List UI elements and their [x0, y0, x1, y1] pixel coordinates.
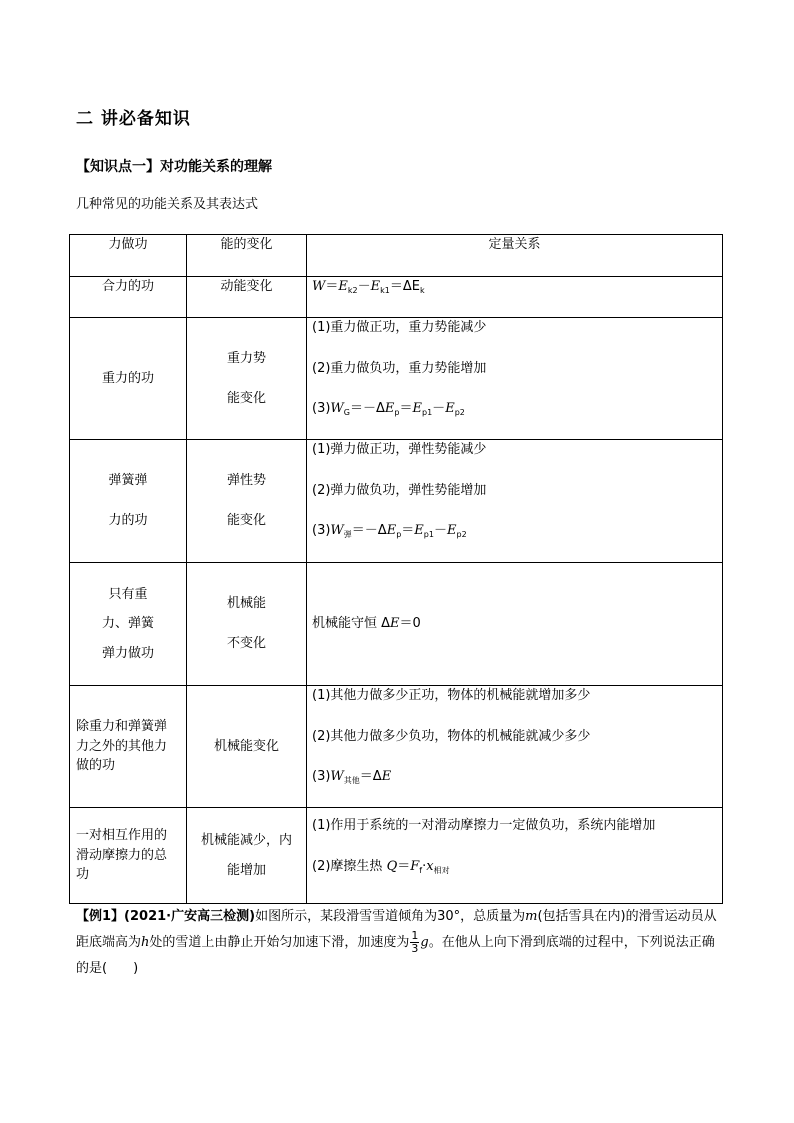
item-number: (3)	[312, 401, 331, 417]
subscript: k	[419, 286, 425, 295]
example-source: (2021·广安高三检测)	[124, 909, 256, 924]
symbol-W: W	[330, 769, 344, 785]
symbol-E: E	[384, 401, 395, 417]
item-number: (3)	[312, 769, 331, 785]
subscript: 其他	[343, 776, 360, 786]
subscript: p1	[423, 530, 434, 540]
row6-energy	[187, 808, 307, 904]
table-row	[70, 440, 723, 563]
row3-line-3	[312, 523, 722, 540]
subscript: p1	[422, 408, 433, 418]
row3-line-1: (1)弹力做正功，弹性势能减少	[312, 442, 487, 457]
knowledge-point-tag: 【知识点一】	[76, 159, 160, 175]
table-intro: 几种常见的功能关系及其表达式	[76, 197, 259, 212]
eq-sign: ＝	[397, 858, 411, 874]
fraction-numerator: 1	[411, 929, 419, 942]
row5-force-line: 力之外的其他力	[76, 738, 168, 754]
eq-minus-delta: ＝－Δ	[351, 523, 387, 539]
eq-sign: ＝	[401, 523, 415, 539]
row5-force-line: 做的功	[76, 758, 116, 774]
symbol-E: E	[370, 279, 381, 294]
knowledge-point-text: 对功能关系的理解	[160, 159, 272, 175]
symbol-W: W	[330, 523, 344, 539]
example-problem	[76, 904, 726, 982]
row3-force-line: 力的功	[108, 513, 148, 528]
eq-sign: ＝	[325, 279, 339, 294]
minus-sign: －	[433, 523, 447, 539]
row2-line-3	[312, 401, 722, 418]
row6-energy-line: 能增加	[226, 862, 266, 878]
row6-relation	[307, 808, 723, 904]
row4-force-line: 力、弹簧	[101, 616, 154, 632]
symbol-F: F	[410, 858, 420, 874]
work-energy-table	[69, 234, 723, 904]
example-text: 。在他从上向下滑到底端的过程中，下列说法正确的是( )	[76, 935, 715, 976]
friction-heat-text: (2)摩擦生热	[312, 858, 387, 874]
subscript: k1	[380, 286, 390, 295]
row2-energy-line: 重力势	[226, 350, 266, 366]
subscript: p2	[456, 530, 467, 540]
row5-energy: 机械能变化	[187, 686, 307, 808]
subscript: 弹	[343, 530, 352, 540]
row2-force: 重力的功	[70, 318, 187, 440]
row4-force-line: 只有重	[108, 586, 148, 602]
row5-relation	[307, 686, 723, 808]
eq-sign: ＝	[399, 401, 413, 417]
symbol-E: E	[414, 523, 424, 539]
eq-delta: ＝Δ	[359, 769, 382, 785]
row5-force	[70, 686, 187, 808]
row6-force-line: 功	[76, 867, 90, 883]
row4-force-line: 弹力做功	[101, 645, 154, 661]
fraction-denominator: 3	[411, 942, 419, 955]
example-text: 如图所示，某段滑雪雪道倾角为30°，总质量为	[255, 909, 526, 924]
symbol-h: h	[141, 935, 150, 950]
symbol-E: E	[412, 401, 422, 417]
header-energy-change: 能的变化	[187, 235, 307, 277]
row6-energy-line: 机械能减少，内	[200, 832, 292, 848]
table-header-row	[70, 235, 723, 277]
row3-line-2: (2)弹力做负功，弹性势能增加	[312, 482, 487, 498]
row6-force	[70, 808, 187, 904]
row5-line-2: (2)其他力做多少负功，物体的机械能就减少多少	[312, 728, 591, 744]
symbol-Q: Q	[386, 858, 398, 874]
symbol-E: E	[386, 523, 397, 539]
row4-energy-line: 机械能	[226, 596, 266, 612]
conservation-text: 机械能守恒 Δ	[312, 616, 391, 632]
row6-line-2	[312, 859, 722, 876]
row3-force-line: 弹簧弹	[108, 473, 148, 489]
row2-line-1: (1)重力做正功，重力势能减少	[312, 320, 487, 335]
row4-force	[70, 563, 187, 686]
minus-sign: －	[357, 279, 371, 294]
row5-force-line: 除重力和弹簧弹	[76, 719, 168, 735]
row3-energy-line: 能变化	[226, 513, 266, 528]
symbol-E: E	[445, 401, 455, 417]
table-row	[70, 686, 723, 808]
table-row	[70, 277, 723, 318]
subscript: p	[394, 408, 400, 418]
symbol-E: E	[390, 616, 400, 632]
row4-energy-line: 不变化	[226, 636, 266, 651]
symbol-E: E	[446, 523, 457, 539]
row6-force-line: 滑动摩擦力的总	[76, 847, 168, 863]
row1-relation	[307, 277, 723, 318]
symbol-E: E	[381, 769, 392, 785]
subscript: 相对	[433, 865, 450, 875]
minus-sign: －	[432, 401, 446, 417]
row2-line-2: (2)重力做负功，重力势能增加	[312, 360, 487, 376]
row2-relation	[307, 318, 723, 440]
knowledge-point-title	[76, 156, 272, 176]
row4-energy	[187, 563, 307, 686]
example-tag: 【例1】	[76, 909, 125, 924]
symbol-W: W	[330, 401, 344, 417]
row6-line-1: (1)作用于系统的一对滑动摩擦力一定做负功，系统内能增加	[312, 818, 656, 833]
example-text: (包括雪具在内)的滑雪运动员从距底端高为	[76, 909, 717, 950]
symbol-W: W	[312, 279, 326, 294]
example-text: 处的雪道上由静止开始匀加速下滑，加速度为	[149, 935, 410, 950]
eq-delta: ＝ΔE	[389, 279, 420, 294]
subscript: p	[396, 530, 402, 540]
fraction	[410, 930, 419, 955]
symbol-m: m	[525, 909, 538, 924]
header-quantitative: 定量关系	[307, 235, 723, 277]
row3-energy	[187, 440, 307, 563]
row2-energy-line: 能变化	[226, 390, 266, 406]
row1-energy: 动能变化	[187, 277, 307, 318]
dot-sign: ·	[422, 858, 427, 874]
row5-line-1: (1)其他力做多少正功，物体的机械能就增加多少	[312, 688, 591, 703]
symbol-x: x	[426, 858, 434, 874]
table-row	[70, 808, 723, 904]
row3-force	[70, 440, 187, 563]
eq-zero: ＝0	[399, 616, 421, 632]
symbol-g: g	[420, 935, 429, 950]
row3-relation	[307, 440, 723, 563]
subscript: k2	[347, 286, 358, 295]
subscript: G	[343, 408, 350, 418]
row4-relation	[307, 563, 723, 686]
subscript: f	[419, 865, 423, 875]
table-row	[70, 318, 723, 440]
row6-force-line: 一对相互作用的	[76, 828, 168, 844]
section-title: 二 讲必备知识	[76, 109, 191, 129]
subscript: p2	[454, 408, 465, 418]
row3-energy-line: 弹性势	[226, 473, 266, 489]
symbol-E: E	[338, 279, 348, 294]
eq-minus-delta: ＝－Δ	[350, 401, 385, 417]
row5-line-3	[312, 769, 722, 786]
item-number: (3)	[312, 523, 331, 539]
header-force-work: 力做功	[70, 235, 187, 277]
row1-force: 合力的功	[70, 277, 187, 318]
table-row	[70, 563, 723, 686]
row2-energy	[187, 318, 307, 440]
